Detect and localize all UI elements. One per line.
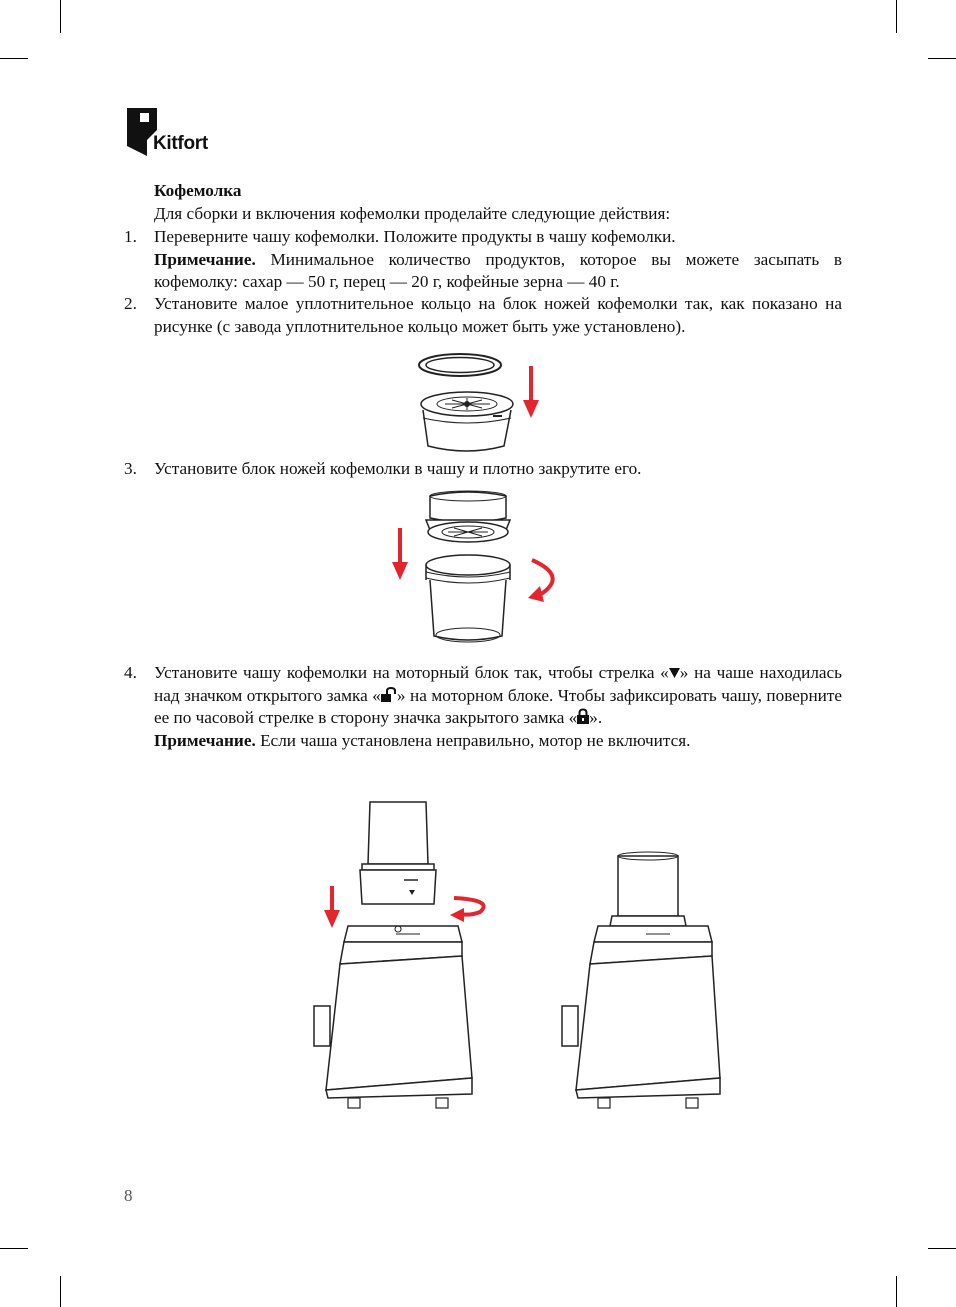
step-4-text: Установите чашу кофемолки на моторный блок так, чтобы стрелка « » на чаше находилась над значком открытого замка « » на моторном блоке. Чтобы зафиксировать чашу, поверните ее по часовой стрелке в сторону значка закрытого замка « ». Примечание. Если чаша установлена неправильно, мотор не включится. — [154, 663, 842, 750]
section-title: Кофемолка — [154, 181, 242, 200]
crop-mark — [60, 1276, 61, 1307]
open-lock-icon — [381, 688, 397, 702]
cup-above-base — [314, 802, 484, 1108]
intro-text: Для сборки и включения кофемолки проделайте следующие действия: — [154, 204, 671, 223]
step-number: 2. — [124, 294, 137, 313]
crop-mark — [60, 0, 61, 33]
step-number: 1. — [124, 227, 137, 246]
closed-lock-icon — [577, 709, 589, 724]
crop-mark — [928, 58, 956, 59]
step-number: 3. — [124, 459, 137, 478]
triangle-down-icon — [669, 667, 680, 679]
crop-mark — [0, 1248, 28, 1249]
step-1-text: Переверните чашу кофемолки. Положите продукты в чашу кофемолки. Примечание. Минимальное количество продуктов, которое вы можете засыпать в кофемолку: сахар — 50 г, перец — 20 г, кофейные зерна — 40 г. — [154, 227, 842, 291]
crop-mark — [896, 0, 897, 33]
crop-mark — [928, 1248, 956, 1249]
ring-on-blade-block-illustration — [410, 348, 550, 458]
brand-logo — [127, 108, 227, 158]
crop-mark — [0, 58, 28, 59]
brand-name: Kitfort — [153, 133, 208, 154]
step-number: 4. — [124, 663, 137, 682]
blade-block-into-cup-illustration — [388, 490, 568, 650]
step-3-text: Установите блок ножей кофемолки в чашу и плотно закрутите его. — [154, 459, 642, 478]
cup-mounted-on-base — [562, 852, 720, 1108]
crop-mark — [896, 1276, 897, 1307]
step-2-text: Установите малое уплотнительное кольцо на блок ножей кофемолки так, как показано на рисунке (с завода уплотнительное кольцо может быть уже установлено). — [154, 294, 842, 336]
mount-on-motor-base-illustration — [300, 798, 760, 1118]
page-number: 8 — [124, 1186, 133, 1205]
